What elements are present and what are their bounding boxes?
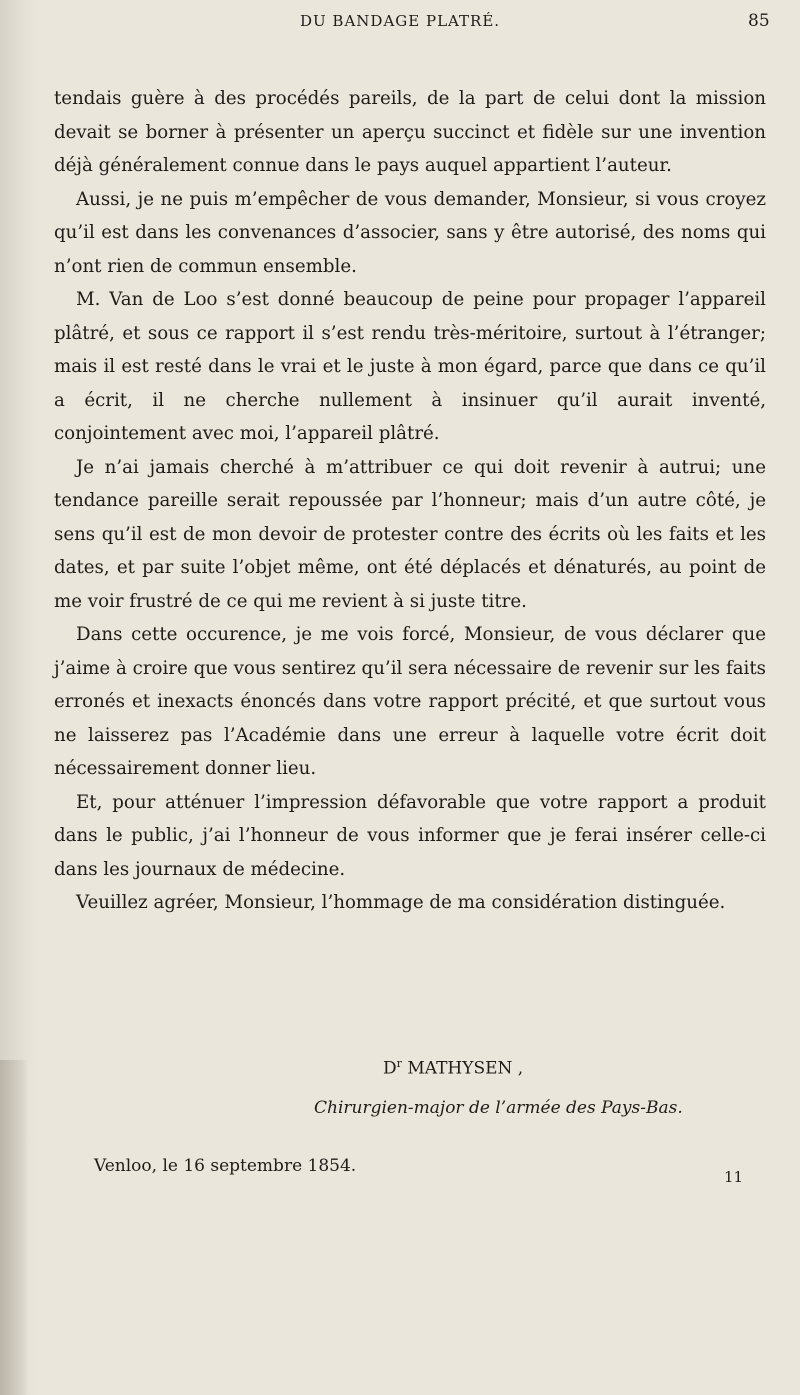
letter-body xyxy=(54,82,766,920)
printer-signature-mark: 11 xyxy=(724,1168,744,1186)
paragraph: M. Van de Loo s’est donné beaucoup de peine pour propager l’appareil plâtré, et sous ce rapport il s’est rendu très-méritoire, surtout à l’étranger; mais il est resté dans le vrai et le juste à mon égard, parce que dans ce qu’il a écrit, il ne cherche nullement à insinuer qu’il aurait inventé, conjointement avec moi, l’appareil plâtré. xyxy=(54,289,766,444)
signature-name xyxy=(383,1050,523,1083)
paragraph: Aussi, je ne puis m’empêcher de vous demander, Monsieur, si vous croyez qu’il est dans les convenances d’associer, sans y être autorisé, des noms qui n’ont rien de commun ensemble. xyxy=(54,188,766,277)
closing-paragraph: Veuillez agréer, Monsieur, l’hommage de ma considération distinguée. xyxy=(76,892,726,913)
paragraph-continuation: tendais guère à des procédés pareils, de la part de celui dont la mission devait se borner à présenter un aperçu succinct et fidèle sur une invention déjà généralement connue dans le pays auquel appartient l’auteur. xyxy=(54,88,766,176)
signature-block xyxy=(0,1020,800,1200)
paragraph: Dans cette occurence, je me vois forcé, Monsieur, de vous déclarer que j’aime à croire que vous sentirez qu’il sera nécessaire de revenir sur les faits erronés et inexacts énoncés dans votre rapport précité, et que surtout vous ne laisserez pas l’Académie dans une erreur à laquelle votre écrit doit nécessairement donner lieu. xyxy=(54,624,766,779)
running-title: DU BANDAGE PLATRÉ. xyxy=(300,12,501,30)
paragraph: Je n’ai jamais cherché à m’attribuer ce qui doit revenir à autrui; une tendance pareille serait repoussée par l’honneur; mais d’un autre côté, je sens qu’il est de mon devoir de protester contre des écrits où les faits et les dates, et par suite l’objet même, ont été déplacés et dénaturés, au point de me voir frustré de ce qui me revient à si juste titre. xyxy=(54,456,766,612)
signature-title: Chirurgien-major de l’armée des Pays-Bas. xyxy=(314,1098,683,1118)
page-header xyxy=(0,6,800,36)
signature-name-prefix-sup: r xyxy=(396,1057,402,1070)
place-and-date: Venloo, le 16 septembre 1854. xyxy=(94,1156,357,1176)
signature-name-prefix: D xyxy=(383,1058,397,1079)
paragraph: Et, pour atténuer l’impression défavorable que votre rapport a produit dans le public, j’ai l’honneur de vous informer que je ferai insérer celle-ci dans les journaux de médecine. xyxy=(54,791,766,880)
page-number: 85 xyxy=(748,11,770,31)
signature-name-text: MATHYSEN , xyxy=(407,1058,524,1079)
